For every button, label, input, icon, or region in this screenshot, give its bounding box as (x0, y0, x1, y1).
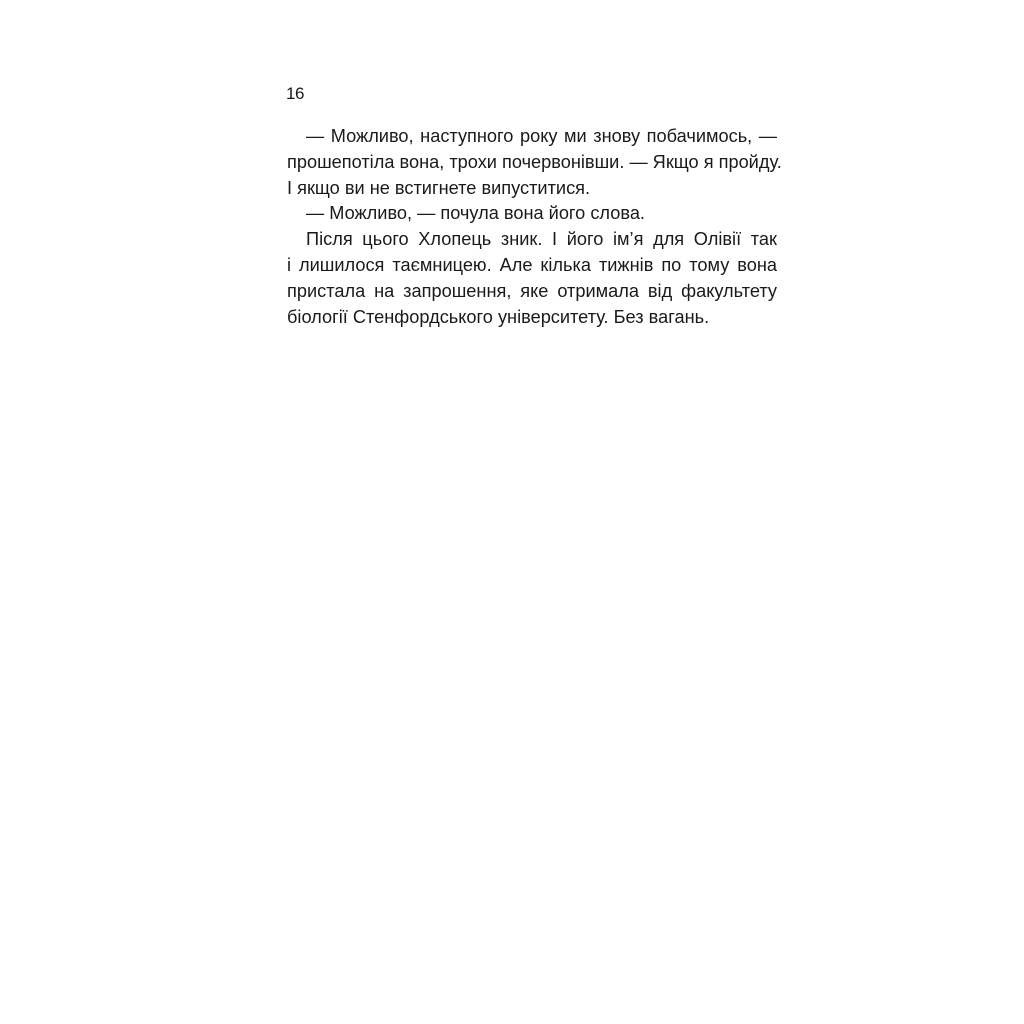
text-line: і лишилося таємницею. Але кілька тижнів по тому вона (287, 254, 777, 275)
text-line: — Можливо, наступного року ми знову побачимось, — (306, 126, 777, 146)
body-text (287, 124, 782, 330)
text-line: пристала на запрошення, яке отримала від факультету (287, 280, 777, 301)
text-line: прошепотіла вона, трохи почервонівши. — Якщо я пройду. (287, 151, 782, 172)
text-line: Після цього Хлопець зник. І його ім’я для Олівії так (306, 229, 777, 250)
text-line: І якщо ви не встигнете випуститися. (287, 177, 591, 198)
text-line: біології Стенфордського університету. Без вагань. (287, 306, 710, 327)
text-line: — Можливо, — почула вона його слова. (306, 203, 645, 224)
page-number: 16 (286, 84, 304, 103)
